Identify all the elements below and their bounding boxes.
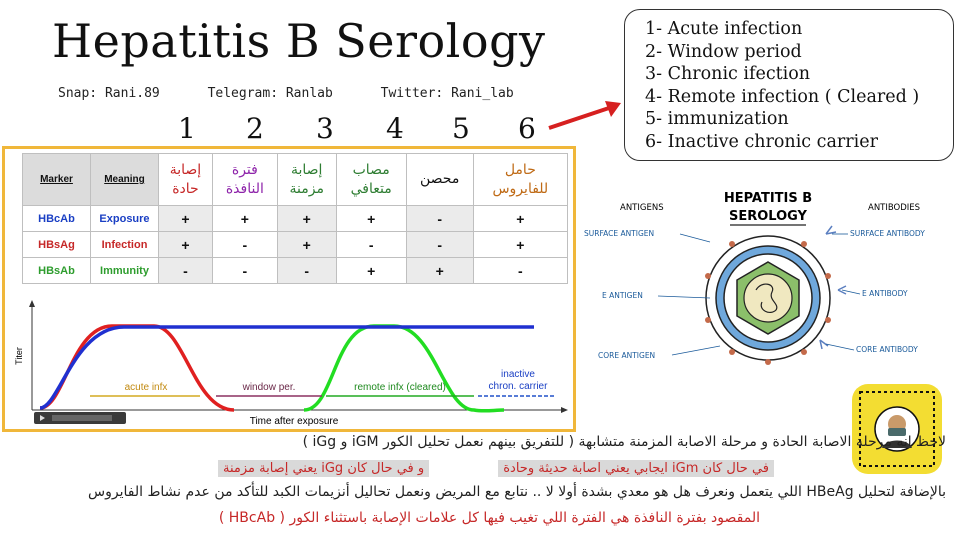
table-row <box>23 232 568 258</box>
stage-number-5: 5 <box>452 112 470 145</box>
inactive-label-1: inactive <box>501 369 535 380</box>
diagram-title-2: SEROLOGY <box>729 209 807 224</box>
header-stage-1: إصابة حادة <box>159 154 213 206</box>
snapcode-icon[interactable] <box>852 384 942 474</box>
meaning-cell: Immunity <box>91 258 159 284</box>
antigens-label: ANTIGENS <box>620 203 664 213</box>
stage-number-4: 4 <box>386 112 404 145</box>
e-antibody-label: E ANTIBODY <box>862 289 908 298</box>
telegram-handle: Telegram: Ranlab <box>207 86 333 101</box>
e-antigen-label: E ANTIGEN <box>602 291 643 300</box>
value-cell: - <box>473 258 567 284</box>
value-cell: - <box>336 232 406 258</box>
highlight-igg: و في حال كان iGg يعني إصابة مزمنة <box>218 460 429 477</box>
legend-item: 2- Window period <box>645 41 802 62</box>
header-stage-6: حامل للفايروس <box>473 154 567 206</box>
twitter-handle: Twitter: Rani_lab <box>380 86 514 101</box>
marker-cell: HBcAb <box>23 206 91 232</box>
value-cell: + <box>159 206 213 232</box>
snap-handle: Snap: Rani.89 <box>58 86 160 101</box>
header-meaning: Meaning <box>91 154 159 206</box>
meaning-cell: Exposure <box>91 206 159 232</box>
marker-cell: HBsAb <box>23 258 91 284</box>
header-stage-5: محصن <box>406 154 473 206</box>
value-cell: - <box>212 232 277 258</box>
value-cell: + <box>336 258 406 284</box>
meaning-cell: Infection <box>91 232 159 258</box>
acute-label: acute infx <box>124 382 168 393</box>
stage-number-3: 3 <box>316 112 334 145</box>
value-cell: + <box>277 232 336 258</box>
value-cell: - <box>406 232 473 258</box>
surface-antibody-label: SURFACE ANTIBODY <box>850 229 925 238</box>
hepatitis-b-virus-diagram <box>580 180 960 380</box>
note-line-4: المقصود بفترة النافذة هي الفترة اللي تغيب فيها كل علامات الإصابة باستثناء الكور ( HBcAb ) <box>218 510 760 526</box>
value-cell: + <box>336 206 406 232</box>
header-stage-4: مصاب متعافي <box>336 154 406 206</box>
stage-number-1: 1 <box>178 112 196 145</box>
surface-antigen-label: SURFACE ANTIGEN <box>584 229 655 238</box>
progress-track-icon[interactable] <box>52 415 112 421</box>
stage-legend <box>624 9 954 161</box>
value-cell: - <box>212 258 277 284</box>
snapcode-avatar-icon <box>852 384 942 474</box>
page-title: Hepatitis B Serology <box>52 14 546 68</box>
note-line-1: لاحظ انه مرحلة الاصابة الحادة و مرحلة الاصابة المزمنة متشابهة ( للتفريق بينهم نعمل تحليل الكور iGM و iGg ) <box>302 434 946 450</box>
inactive-label-2: chron. carrier <box>488 381 548 392</box>
value-cell: + <box>159 232 213 258</box>
x-axis-label: Time after exposure <box>249 416 339 427</box>
table-row <box>23 258 568 284</box>
marker-cell: HBsAg <box>23 232 91 258</box>
y-axis-arrow <box>29 300 35 307</box>
value-cell: + <box>473 206 567 232</box>
value-cell: + <box>277 206 336 232</box>
header-stage-2: فترة النافذة <box>212 154 277 206</box>
header-marker: Marker <box>23 154 91 206</box>
value-cell: + <box>212 206 277 232</box>
note-line-3: بالإضافة لتحليل HBeAg اللي يتعمل ونعرف هل هو معدي بشدة أولا لا .. نتابع مع المريض ونعمل تحاليل أنزيمات الكبد للتأكد من عدم نشاط الفايروس <box>88 484 946 500</box>
legend-item: 1- Acute infection <box>645 19 803 39</box>
legend-item: 4- Remote infection ( Cleared ) <box>645 86 920 107</box>
diagram-title-1: HEPATITIS B <box>723 191 813 206</box>
core-antigen-label: CORE ANTIGEN <box>598 351 656 360</box>
arrow-right-icon <box>545 98 625 134</box>
stage-number-6: 6 <box>518 112 536 145</box>
social-handles <box>58 86 554 101</box>
hbsab-curve <box>304 326 504 411</box>
value-cell: - <box>277 258 336 284</box>
table-row <box>23 206 568 232</box>
remote-label: remote infx (cleared) <box>354 382 446 393</box>
serology-table <box>22 153 568 284</box>
value-cell: + <box>473 232 567 258</box>
titer-chart <box>4 298 572 428</box>
header-stage-3: إصابة مزمنة <box>277 154 336 206</box>
legend-item: 5- immunization <box>645 109 789 129</box>
legend-item: 6- Inactive chronic carrier <box>645 131 878 152</box>
stage-number-2: 2 <box>246 112 264 145</box>
value-cell: - <box>406 206 473 232</box>
y-axis-label: Titer <box>14 347 24 365</box>
value-cell: - <box>159 258 213 284</box>
legend-item: 3- Chronic ifection <box>645 64 811 84</box>
window-label: window per. <box>242 382 296 393</box>
core-antibody-label: CORE ANTIBODY <box>856 345 918 354</box>
highlight-igm: في حال كان iGm ايجابي يعني اصابة حديثة وحادة <box>498 460 774 477</box>
x-axis-arrow <box>561 407 568 413</box>
antibodies-label: ANTIBODIES <box>868 203 921 213</box>
value-cell: + <box>406 258 473 284</box>
